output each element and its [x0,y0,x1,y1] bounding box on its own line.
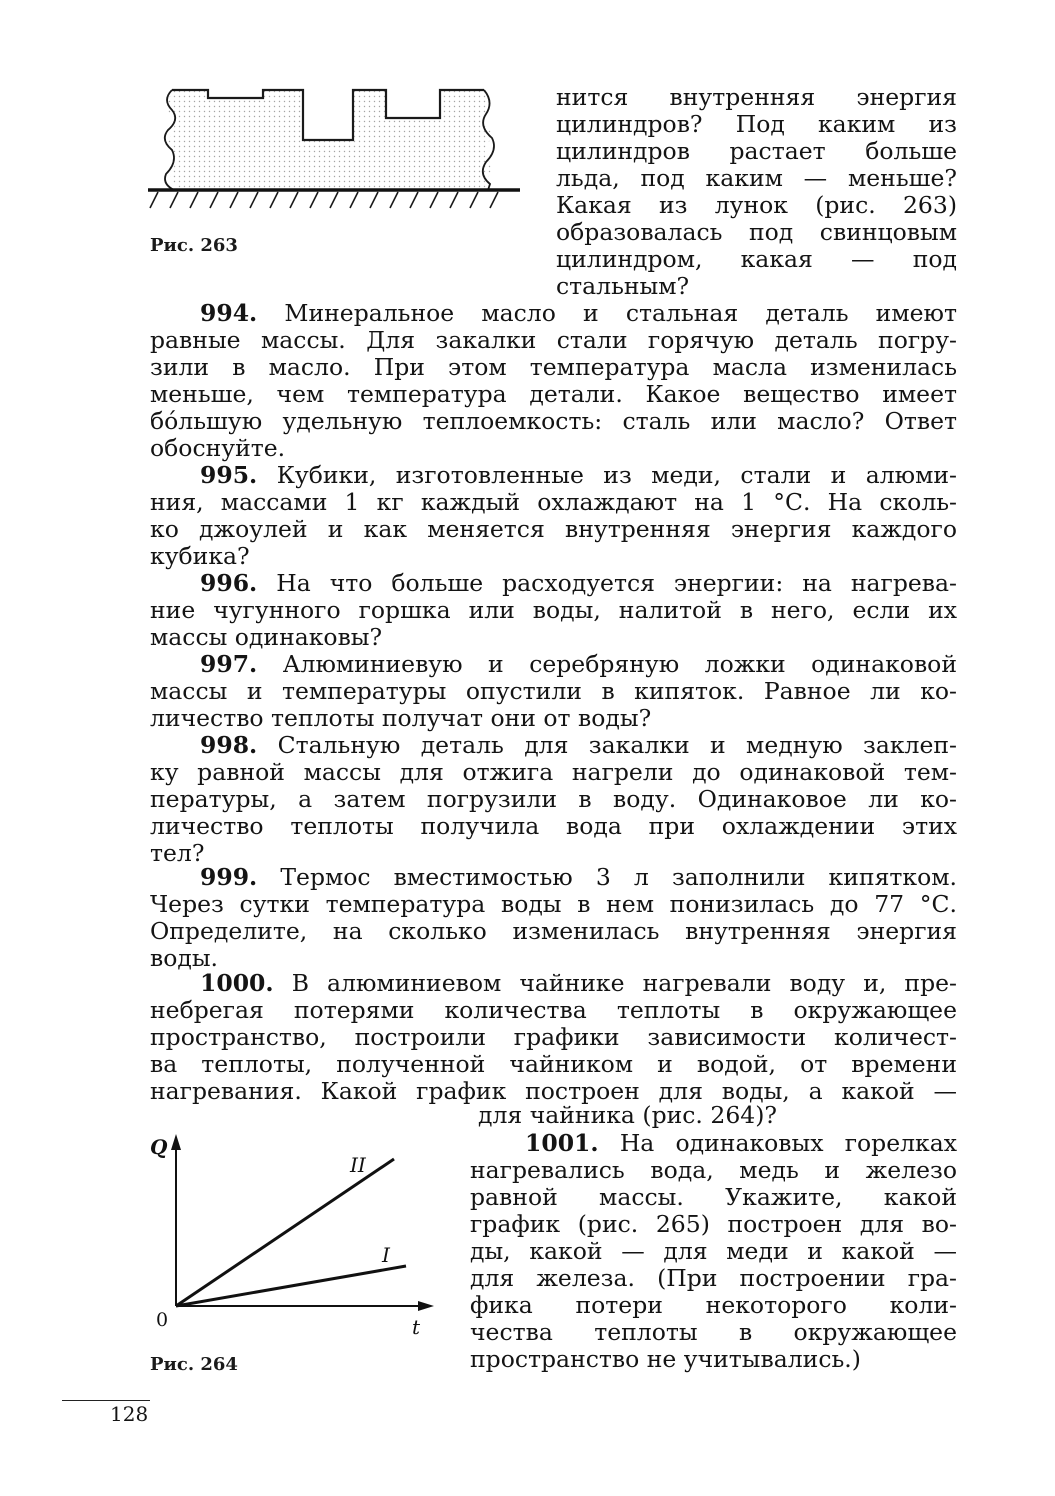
text-line: пространство не учитывались.) [470,1345,861,1373]
figure-264-caption: Рис. 264 [150,1354,238,1375]
text-line: массы одинаковы? [150,623,383,651]
problem-number: 996. [200,569,258,597]
text-line: цилиндров растает больше [556,137,957,165]
y-axis-arrow-icon [171,1134,181,1150]
text-line: пературы, а затем погрузили в воду. Одинаковое ли ко- [150,785,957,813]
problem-first-line [200,651,957,678]
problem-number: 997. [200,650,258,678]
line-2-label: II [350,1153,366,1177]
text-line: стальным? [556,272,690,300]
text-line: Через сутки температура воды в нем понизилась до 77 °С. [150,890,957,918]
text-line: тел? [150,839,205,867]
text-line: ние чугунного горшка или воды, налитой в него, если их [150,596,957,624]
problem-first-line [200,462,957,489]
text-line: цилиндров? Под каким из [556,110,957,138]
text-line: Алюминиевую и серебряную ложки одинаковой [282,650,957,678]
axis-t-label: t [412,1315,421,1339]
text-line: бо́льшую удельную теплоемкость: сталь или масло? Ответ [150,407,957,435]
text-line: образовалась под свинцовым [556,218,957,246]
text-line: цилиндром, какая — под [556,245,957,273]
problem-first-line [200,732,957,759]
text-line: воды. [150,944,219,972]
text-line: кубика? [150,542,250,570]
text-line: нагревались вода, медь и железо [470,1156,957,1184]
problem-number: 998. [200,731,258,759]
text-line: Какая из лунок (рис. 263) [556,191,957,219]
figure-264-graph [146,1130,446,1345]
graph-line-1 [176,1266,406,1306]
problem-number: 1001. [525,1129,599,1157]
text-line: для железа. (При построении гра- [470,1264,957,1292]
text-line: небрегая потерями количества теплоты в окружающее [150,996,957,1024]
text-line: нагревания. Какой график построен для воды, а какой — [150,1077,957,1105]
text-line: Кубики, изготовленные из меди, стали и алюми- [276,461,957,489]
problem-number: 999. [200,863,258,891]
text-line: льда, под каким — меньше? [556,164,957,192]
problem-first-line [200,570,957,597]
text-line: обоснуйте. [150,434,286,462]
problem-first-line [200,970,957,997]
problem-number: 1000. [200,969,274,997]
text-line: Минеральное масло и стальная деталь имеют [284,299,957,327]
text-line: равные массы. Для закалки стали горячую деталь погру- [150,326,957,354]
text-line: пространство, построили графики зависимости количест- [150,1023,957,1051]
problem-first-line [200,864,957,891]
text-line: ды, какой — для меди и какой — [470,1237,957,1265]
text-line: ва теплоты, полученной чайником и водой, от времени [150,1050,957,1078]
figure-263-ice-holes [148,80,520,216]
figure-263-caption: Рис. 263 [150,235,238,256]
problem-first-line [525,1130,957,1157]
text-line: В алюминиевом чайнике нагревали воду и, пре- [291,969,957,997]
text-line: На одинаковых горелках [619,1129,957,1157]
problem-number: 994. [200,299,258,327]
page-number: 128 [110,1402,149,1426]
text-line: ния, массами 1 кг каждый охлаждают на 1 °С. На сколь- [150,488,957,516]
origin-label: 0 [156,1309,169,1331]
text-line: нится внутренняя энергия [556,83,957,111]
graph-line-2 [176,1159,394,1306]
text-line: для чайника (рис. 264)? [478,1101,777,1129]
text-line: ку равной массы для отжига нагрели до одинаковой тем- [150,758,957,786]
text-line: ко джоулей и как меняется внутренняя энергия каждого [150,515,957,543]
text-line: массы и температуры опустили в кипяток. Равное ли ко- [150,677,957,705]
text-line: Стальную деталь для закалки и медную заклеп- [277,731,957,759]
text-line: На что больше расходуется энергии: на нагрева- [276,569,957,597]
problem-first-line [200,300,957,327]
text-line: зили в масло. При этом температура масла изменилась [150,353,957,381]
line-1-label: I [382,1243,390,1267]
text-line: личество теплоты получила вода при охлаждении этих [150,812,957,840]
footer-rule [62,1400,150,1401]
problem-number: 995. [200,461,258,489]
x-axis-arrow-icon [418,1301,434,1311]
text-line: равной массы. Укажите, какой [470,1183,957,1211]
text-line: график (рис. 265) построен для во- [470,1210,957,1238]
text-line: чества теплоты в окружающее [470,1318,957,1346]
axis-q-label: Q [150,1135,168,1159]
text-line: Определите, на сколько изменилась внутренняя энергия [150,917,957,945]
text-line: Термос вместимостью 3 л заполнили кипятком. [280,863,957,891]
text-line: личество теплоты получат они от воды? [150,704,652,732]
text-line: фика потери некоторого коли- [470,1291,957,1319]
text-line: меньше, чем температура детали. Какое вещество имеет [150,380,957,408]
